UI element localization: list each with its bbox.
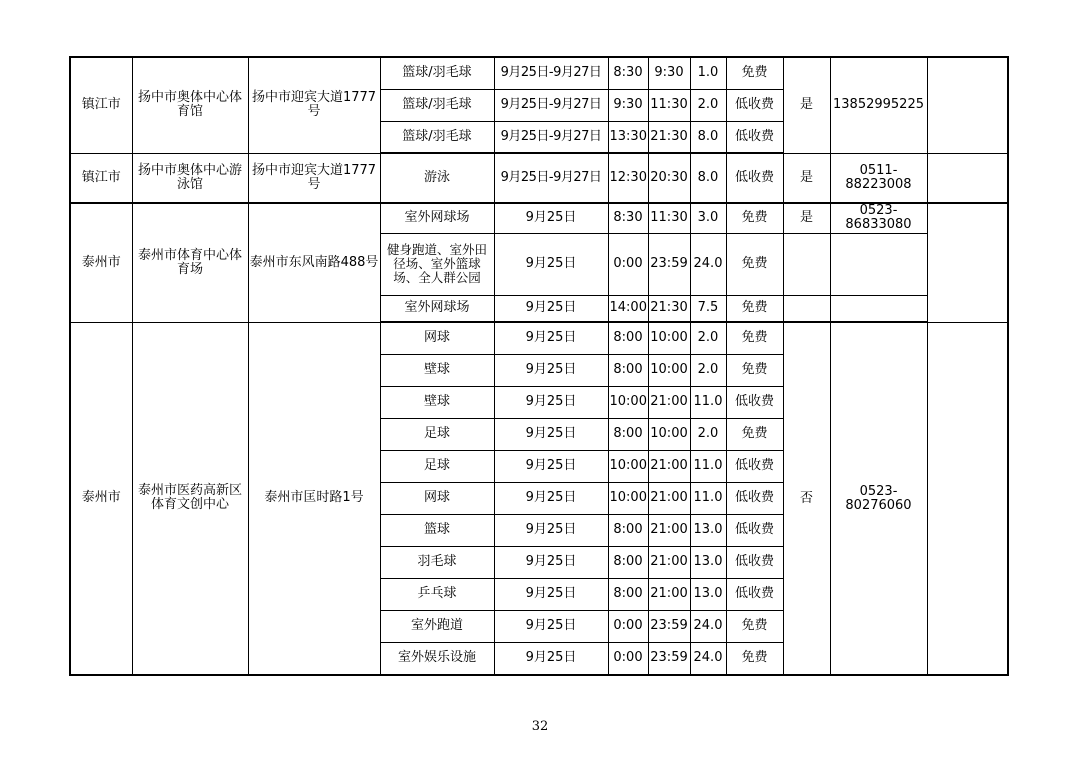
end-time-cell: 23:59: [648, 610, 690, 642]
end-time-cell: 21:30: [648, 295, 690, 322]
start-time-cell: 8:00: [608, 578, 648, 610]
fee-cell: 低收费: [726, 514, 783, 546]
fee-cell: 低收费: [726, 450, 783, 482]
booking-cell: 是: [783, 203, 830, 233]
end-time-cell: 21:00: [648, 514, 690, 546]
date-cell: 9月25日: [494, 578, 608, 610]
fee-cell: 免费: [726, 610, 783, 642]
date-cell: 9月25日: [494, 514, 608, 546]
hours-cell: 24.0: [690, 610, 726, 642]
start-time-cell: 0:00: [608, 642, 648, 675]
phone-cell: 13852995225: [830, 57, 927, 153]
start-time-cell: 8:30: [608, 203, 648, 233]
end-time-cell: 11:30: [648, 89, 690, 121]
page-number: 32: [531, 719, 549, 734]
end-time-cell: 10:00: [648, 322, 690, 354]
item-cell: 网球: [380, 322, 494, 354]
date-cell: 9月25日: [494, 322, 608, 354]
phone-cell: [830, 233, 927, 295]
fee-cell: 免费: [726, 418, 783, 450]
address-cell: 扬中市迎宾大道1777号: [248, 153, 380, 203]
hours-cell: 3.0: [690, 203, 726, 233]
fee-cell: 低收费: [726, 153, 783, 203]
item-cell: 健身跑道、室外田径场、室外篮球场、全人群公园: [380, 233, 494, 295]
booking-cell: 是: [783, 153, 830, 203]
fee-cell: 低收费: [726, 121, 783, 153]
fee-cell: 免费: [726, 295, 783, 322]
item-cell: 室外网球场: [380, 203, 494, 233]
start-time-cell: 0:00: [608, 233, 648, 295]
item-cell: 网球: [380, 482, 494, 514]
fee-cell: 低收费: [726, 89, 783, 121]
venue-name-cell: 泰州市体育中心体育场: [132, 203, 248, 322]
date-cell: 9月25日: [494, 450, 608, 482]
start-time-cell: 9:30: [608, 89, 648, 121]
start-time-cell: 8:00: [608, 514, 648, 546]
hours-cell: 2.0: [690, 418, 726, 450]
phone-cell: 0523-86833080: [830, 203, 927, 233]
venue-name-cell: 泰州市医药高新区体育文创中心: [132, 322, 248, 675]
item-cell: 篮球/羽毛球: [380, 121, 494, 153]
date-cell: 9月25日: [494, 203, 608, 233]
hours-cell: 2.0: [690, 354, 726, 386]
start-time-cell: 8:00: [608, 354, 648, 386]
remark-cell: [927, 57, 1008, 153]
fee-cell: 低收费: [726, 578, 783, 610]
date-cell: 9月25日: [494, 610, 608, 642]
item-cell: 羽毛球: [380, 546, 494, 578]
booking-cell: [783, 295, 830, 322]
phone-cell: 0511-88223008: [830, 153, 927, 203]
date-cell: 9月25日: [494, 354, 608, 386]
booking-cell: 是: [783, 57, 830, 153]
table-row: [70, 57, 1008, 89]
phone-cell: 0523-80276060: [830, 322, 927, 675]
date-cell: 9月25日-9月27日: [494, 153, 608, 203]
item-cell: 壁球: [380, 354, 494, 386]
start-time-cell: 8:00: [608, 546, 648, 578]
start-time-cell: 10:00: [608, 482, 648, 514]
end-time-cell: 23:59: [648, 642, 690, 675]
hours-cell: 24.0: [690, 642, 726, 675]
item-cell: 篮球: [380, 514, 494, 546]
address-cell: 泰州市东风南路488号: [248, 203, 380, 322]
city-cell: 镇江市: [70, 57, 132, 153]
start-time-cell: 13:30: [608, 121, 648, 153]
date-cell: 9月25日: [494, 295, 608, 322]
hours-cell: 2.0: [690, 89, 726, 121]
end-time-cell: 21:30: [648, 121, 690, 153]
hours-cell: 11.0: [690, 386, 726, 418]
venue-name-cell: 扬中市奥体中心体育馆: [132, 57, 248, 153]
item-cell: 篮球/羽毛球: [380, 57, 494, 89]
fee-cell: 免费: [726, 57, 783, 89]
item-cell: 室外网球场: [380, 295, 494, 322]
item-cell: 室外娱乐设施: [380, 642, 494, 675]
date-cell: 9月25日-9月27日: [494, 57, 608, 89]
start-time-cell: 14:00: [608, 295, 648, 322]
hours-cell: 13.0: [690, 546, 726, 578]
date-cell: 9月25日: [494, 418, 608, 450]
date-cell: 9月25日: [494, 642, 608, 675]
booking-cell: 否: [783, 322, 830, 675]
item-cell: 室外跑道: [380, 610, 494, 642]
end-time-cell: 11:30: [648, 203, 690, 233]
start-time-cell: 10:00: [608, 450, 648, 482]
venue-name-cell: 扬中市奥体中心游泳馆: [132, 153, 248, 203]
end-time-cell: 23:59: [648, 233, 690, 295]
item-cell: 足球: [380, 450, 494, 482]
booking-cell: [783, 233, 830, 295]
item-cell: 乒乓球: [380, 578, 494, 610]
fee-cell: 免费: [726, 354, 783, 386]
hours-cell: 7.5: [690, 295, 726, 322]
start-time-cell: 0:00: [608, 610, 648, 642]
end-time-cell: 10:00: [648, 418, 690, 450]
end-time-cell: 10:00: [648, 354, 690, 386]
hours-cell: 13.0: [690, 514, 726, 546]
address-cell: 扬中市迎宾大道1777号: [248, 57, 380, 153]
hours-cell: 11.0: [690, 450, 726, 482]
venue-schedule-table: [69, 56, 1009, 676]
end-time-cell: 21:00: [648, 482, 690, 514]
date-cell: 9月25日-9月27日: [494, 89, 608, 121]
end-time-cell: 9:30: [648, 57, 690, 89]
date-cell: 9月25日-9月27日: [494, 121, 608, 153]
item-cell: 篮球/羽毛球: [380, 89, 494, 121]
table-row: [70, 203, 1008, 233]
fee-cell: 低收费: [726, 386, 783, 418]
phone-cell: [830, 295, 927, 322]
start-time-cell: 12:30: [608, 153, 648, 203]
hours-cell: 11.0: [690, 482, 726, 514]
start-time-cell: 10:00: [608, 386, 648, 418]
remark-cell: [927, 322, 1008, 675]
table-row: [70, 153, 1008, 203]
hours-cell: 8.0: [690, 153, 726, 203]
address-cell: 泰州市匡时路1号: [248, 322, 380, 675]
date-cell: 9月25日: [494, 386, 608, 418]
item-cell: 壁球: [380, 386, 494, 418]
hours-cell: 13.0: [690, 578, 726, 610]
fee-cell: 免费: [726, 233, 783, 295]
city-cell: 镇江市: [70, 153, 132, 203]
date-cell: 9月25日: [494, 546, 608, 578]
city-cell: 泰州市: [70, 322, 132, 675]
end-time-cell: 21:00: [648, 546, 690, 578]
date-cell: 9月25日: [494, 233, 608, 295]
remark-cell: [927, 203, 1008, 322]
end-time-cell: 20:30: [648, 153, 690, 203]
hours-cell: 2.0: [690, 322, 726, 354]
hours-cell: 1.0: [690, 57, 726, 89]
end-time-cell: 21:00: [648, 578, 690, 610]
item-cell: 足球: [380, 418, 494, 450]
start-time-cell: 8:00: [608, 418, 648, 450]
hours-cell: 24.0: [690, 233, 726, 295]
table-row: [70, 322, 1008, 354]
fee-cell: 低收费: [726, 482, 783, 514]
fee-cell: 免费: [726, 322, 783, 354]
fee-cell: 低收费: [726, 546, 783, 578]
remark-cell: [927, 153, 1008, 203]
item-cell: 游泳: [380, 153, 494, 203]
start-time-cell: 8:00: [608, 322, 648, 354]
city-cell: 泰州市: [70, 203, 132, 322]
end-time-cell: 21:00: [648, 450, 690, 482]
date-cell: 9月25日: [494, 482, 608, 514]
end-time-cell: 21:00: [648, 386, 690, 418]
fee-cell: 免费: [726, 642, 783, 675]
start-time-cell: 8:30: [608, 57, 648, 89]
hours-cell: 8.0: [690, 121, 726, 153]
fee-cell: 免费: [726, 203, 783, 233]
